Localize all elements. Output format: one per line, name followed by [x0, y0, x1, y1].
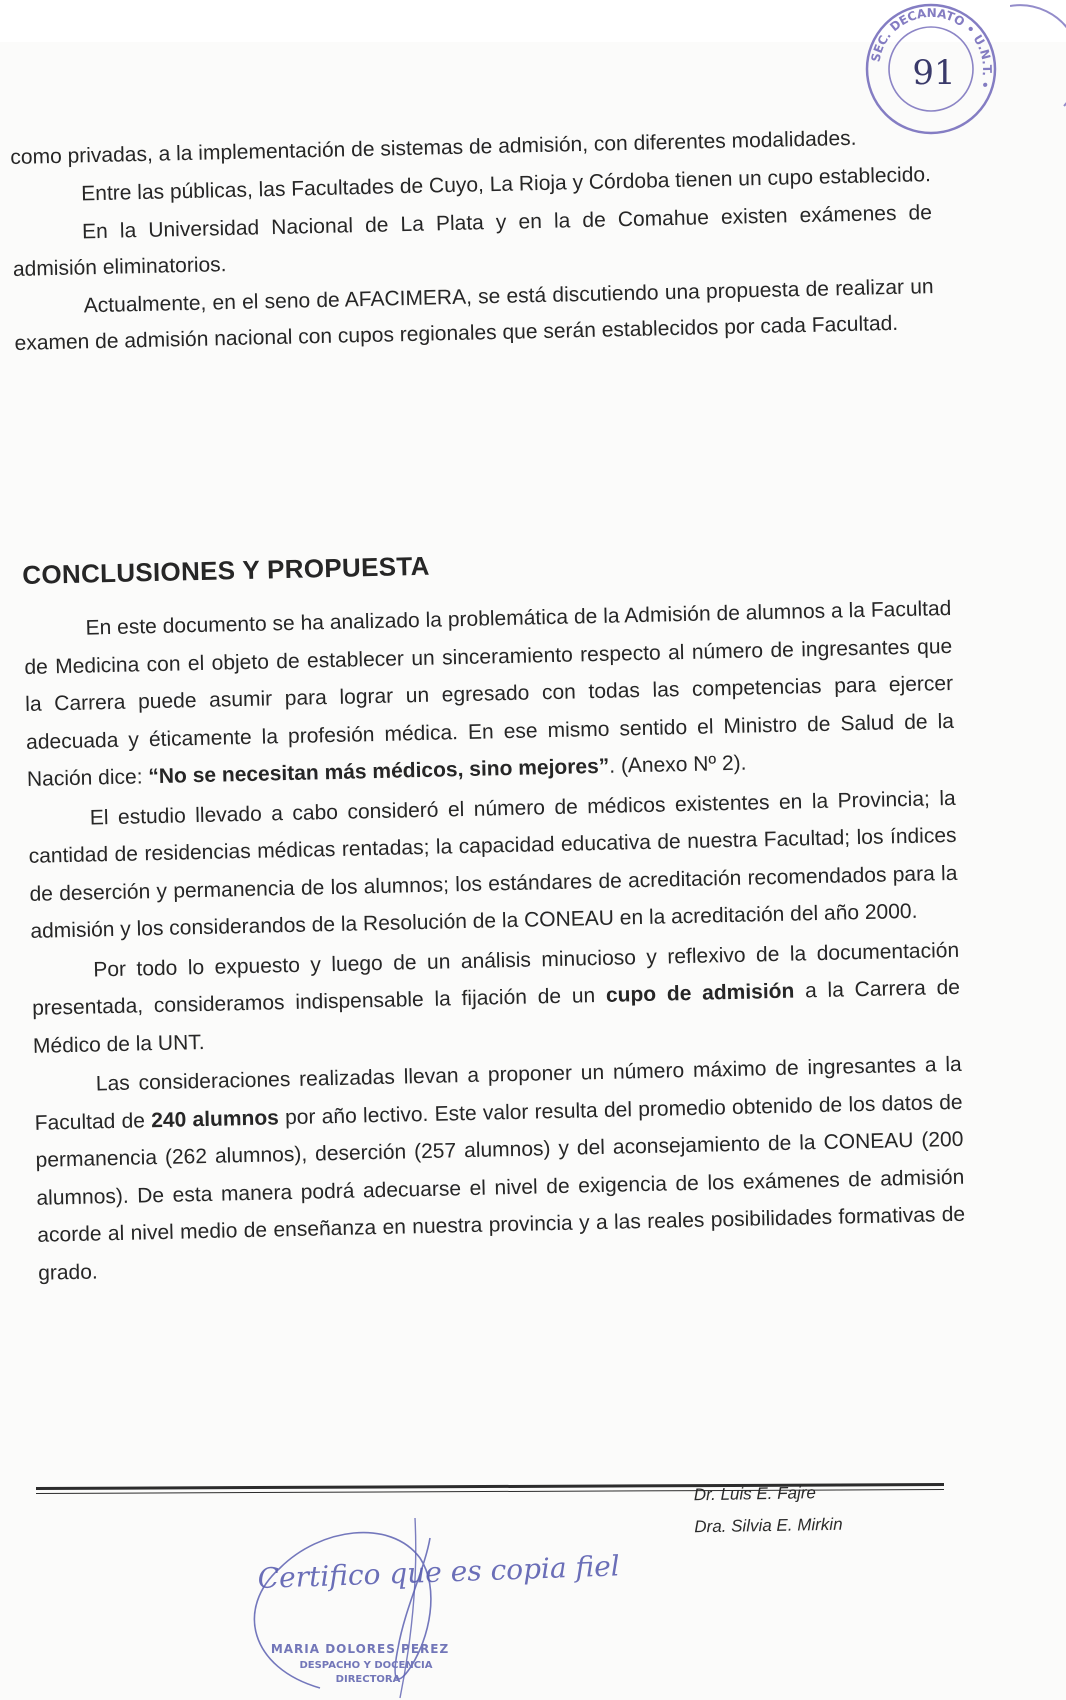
certification-handwriting: Certifico que es copia fiel — [257, 1549, 621, 1595]
authors-block — [693, 1477, 842, 1544]
author-2: Dra. Silvia E. Mirkin — [694, 1514, 843, 1537]
decanato-stamp-icon — [862, 0, 1000, 138]
alumnos-emphasis: 240 alumnos — [150, 1105, 280, 1132]
certification-signature-icon — [240, 1498, 621, 1700]
section-heading: CONCLUSIONES Y PROPUESTA — [22, 550, 430, 590]
paragraph-1: Entre las públicas, las Facultades de Cuyo, La Rioja y Córdoba tienen un cupo establecido. — [80, 163, 932, 206]
folio-number: 91 — [912, 53, 956, 93]
signatory-name: MARIA DOLORES PEREZ — [270, 1642, 450, 1656]
cupo-emphasis: cupo de admisión — [605, 979, 795, 1007]
signatory-role: DIRECTORA — [335, 1674, 401, 1685]
author-1: Dr. Luis E. Fajre — [693, 1483, 817, 1505]
stamp-ring-text: SEC. DECANATO • U.N.T. • — [868, 5, 995, 91]
mesa-entradas-stamp-icon — [1010, 0, 1066, 130]
conclusion-paragraph-1: En este documento se ha analizado la problemática de la Admisión de alumnos a la Facultad de Medicina con el objeto de establecer un sinceramiento respecto al número de ingresantes que la Carrera puede asumir para lograr un egresado con todas las competencias para ejercer adecuada y éticamente la profesión médica. En ese mismo sentido el Ministro de Salud de la Nación dice: “No se necesitan más médicos, sino mejores”. (Anexo Nº 2). — [24, 596, 955, 791]
minister-quote: “No se necesitan más médicos, sino mejores” — [148, 754, 610, 789]
intro-text-block — [10, 119, 935, 364]
paragraph-3: Actualmente, en el seno de AFACIMERA, se está discutiendo una propuesta de realizar un examen de admisión nacional con cupos regionales que serán establecidos por cada Facultad. — [14, 275, 934, 355]
paragraph-2: En la Universidad Nacional de La Plata y en la de Comahue existen exámenes de admisión eliminatorios. — [12, 201, 933, 281]
conclusion-paragraph-3: Por todo lo expuesto y luego de un análisis minucioso y reflexivo de la documentación presentada, consideramos indispensable la fijación de un cupo de admisión a la Carrera de Médico de la UNT. — [31, 938, 961, 1058]
conclusions-section — [22, 539, 966, 1294]
paragraph-0: como privadas, a la implementación de sistemas de admisión, con diferentes modalidades. — [10, 126, 857, 169]
conclusion-paragraph-2: El estudio llevado a cabo consideró el número de médicos existentes en la Provincia; la cantidad de residencias médicas rentadas; la capacidad educativa de nuestra Facultad; los índices de deserción y permanencia de los alumnos; los estándares de acreditación recomendados para la admisión y los considerandos de la Resolución de la CONEAU en la acreditación del año 2000. — [28, 786, 958, 943]
conclusion-paragraph-4: Las consideraciones realizadas llevan a proponer un número máximo de ingresantes a la Facultad de 240 alumnos por año lectivo. Este valor resulta del promedio obtenido de los datos de permanencia (262 alumnos), deserción (257 alumnos) y del aconsejamiento de la CONEAU (200 alumnos). De esta manera podrá adecuarse el nivel de exigencia de los exámenes de admisión acorde al nivel medio de enseñanza en nuestra provincia y a las reales posibilidades formativas de grado. — [34, 1052, 966, 1285]
signatory-office: DESPACHO Y DOCENCIA — [299, 1660, 433, 1671]
